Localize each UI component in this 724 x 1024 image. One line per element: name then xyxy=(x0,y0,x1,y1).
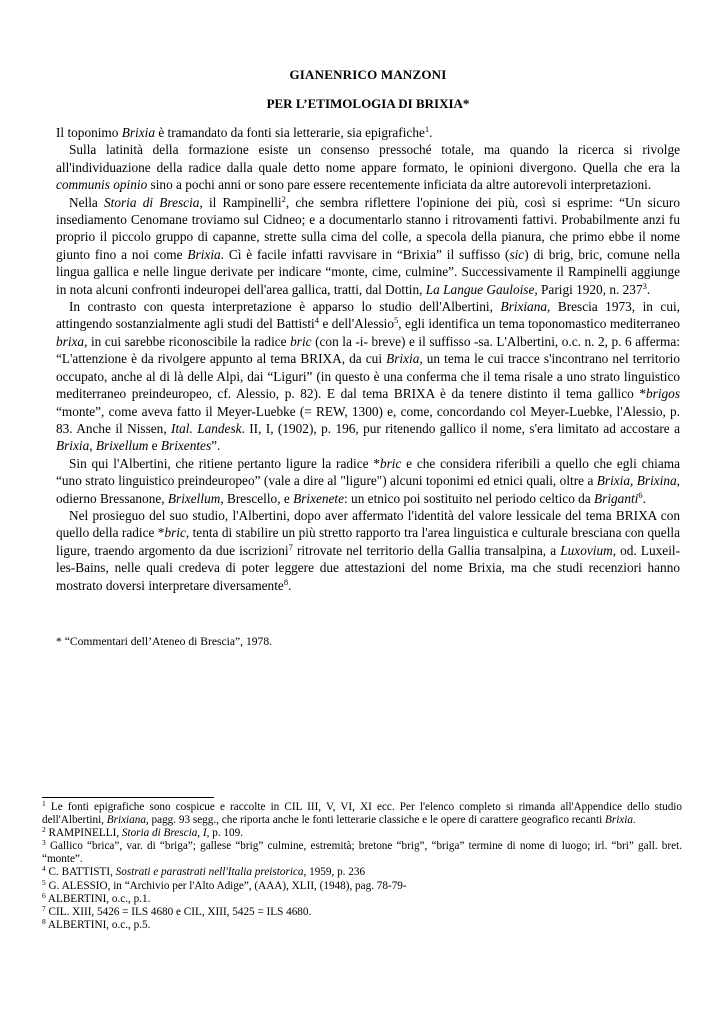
body-paragraph xyxy=(56,141,680,193)
body-paragraph xyxy=(56,507,680,594)
italic-text: brigos xyxy=(646,386,680,402)
text-run: Parigi 1920, n. 237 xyxy=(537,281,643,297)
note-ref: 5 xyxy=(394,315,399,326)
text-run: G. ALESSIO, in “Archivio per l'Alto Adige”, (AAA), XLII, (1948), pag. 78-79- xyxy=(45,879,407,892)
note-ref: 4 xyxy=(314,315,319,326)
text-run: Il toponimo xyxy=(56,125,122,140)
italic-text: bric xyxy=(164,525,186,541)
footnote xyxy=(42,840,682,866)
text-run: Sin qui l'Albertini, che ritiene pertanto ligure la radice * xyxy=(69,455,380,471)
body-paragraph xyxy=(56,124,680,141)
italic-text: Brixia xyxy=(386,351,420,367)
text-run: e xyxy=(148,438,161,454)
note-ref: 4 xyxy=(42,864,46,874)
italic-text: bric xyxy=(290,333,312,349)
text-run: Nella xyxy=(69,194,105,210)
text-run: ritrovate nel territorio della Gallia transalpina, a xyxy=(292,542,561,558)
italic-text: Brixia xyxy=(121,125,155,140)
note-ref: 7 xyxy=(288,541,293,552)
italic-text: La Langue Gauloise, xyxy=(425,281,538,297)
body-paragraph xyxy=(56,194,680,298)
text-run: , in cui sarebbe riconoscibile la radice xyxy=(84,333,291,349)
italic-text: Brixia. xyxy=(605,814,636,827)
footnote xyxy=(42,916,682,932)
text-run: , egli identifica un tema toponomastico mediterraneo xyxy=(398,316,680,332)
footnote-separator xyxy=(42,797,214,798)
text-run: . II, I, (1902), p. 196, pur ritenendo gallico il nome, s'era limitato ad accostare a xyxy=(241,420,680,436)
italic-text: Brixia xyxy=(56,438,90,454)
footnote xyxy=(42,801,682,827)
italic-text: Brixia xyxy=(187,246,221,262)
italic-text: communis opinio xyxy=(56,177,148,193)
italic-text: Brixellum xyxy=(167,490,221,506)
text-run: sino a pochi anni or sono pare essere recentemente inficiata da altre autorevoli interpretazioni. xyxy=(147,177,652,193)
text-run: In contrasto con questa interpretazione è apparso lo studio dell'Albertini, xyxy=(69,299,501,315)
text-run: e dell'Alessio xyxy=(319,316,395,332)
text-run: , tenta di stabilire un più stretto rapporto tra l'area linguistica e culturale bresciana con quella ligure, traendo argomento da due iscrizioni xyxy=(56,525,680,558)
italic-text: Storia di Brescia xyxy=(104,194,200,210)
footnote xyxy=(42,890,682,906)
text-run: : un etnico poi sostituito nel periodo celtico da xyxy=(344,490,595,506)
text-run: Sulla latinità della formazione esiste un consenso pressoché totale, ma quando la ricerca si rivolge all'individuazione della radice dalla quale detto nome appare formato, le opinioni divergono. Quella che era la xyxy=(56,142,680,175)
text-run: e che considera riferibili a quello che egli chiama “uno strato linguistico preindeuropeo” (vale a dire al "ligure") alcuni toponimi ed etnici quali, oltre a xyxy=(56,455,680,489)
body-paragraph xyxy=(56,455,680,507)
text-run: pagg. 93 segg., che riporta anche le fonti letterarie classiche e le opere di carattere geografico recanti xyxy=(148,814,606,827)
note-ref: 1 xyxy=(424,124,430,134)
text-run: , xyxy=(89,438,96,454)
text-run: “monte”, come aveva fatto il Meyer-Luebke (= REW, 1300) e, come, concordando col Meyer-Luebke, l'Alessio, p. 83. Anche il Nissen, xyxy=(56,403,680,436)
text-run: ALBERTINI, o.c., p.5. xyxy=(45,918,151,931)
text-run: , un tema le cui tracce s'incontrano nel territorio occupato, anche al di là delle Alpi, dai “Liguri” (in questo è una conferma che il tema risale a uno strato linguistico mediterraneo preindeuropeo, cf. Alessio, p. 82). E dal tema BRIXA è da tenere distinto il tema gallico * xyxy=(56,351,680,402)
note-ref: 8 xyxy=(283,576,289,587)
text-run: ALBERTINI, o.c., p.1. xyxy=(45,892,151,905)
note-ref: 3 xyxy=(42,838,46,848)
italic-text: Brixiana xyxy=(500,299,547,315)
text-run: . Cì è facile infatti ravvisare in “Brixia” il suffisso ( xyxy=(220,246,510,262)
italic-text: Sostrati e parastrati nell'Italia preistorica xyxy=(115,866,304,879)
italic-text: sic xyxy=(509,246,525,262)
article-page xyxy=(56,60,680,648)
text-run: , Brescia 1973, in cui, attingendo sostanzialmente agli studi del Battisti xyxy=(56,299,681,332)
publication-note: * “Commentari dell’Ateneo di Brescia”, 1978. xyxy=(56,634,273,648)
text-run: . xyxy=(429,125,433,140)
italic-text: Ital. Landesk xyxy=(171,420,242,436)
body-paragraph xyxy=(56,298,680,455)
text-run: è tramandato da fonti sia letterarie, sia epigrafiche xyxy=(155,125,425,140)
author-name: GIANENRICO MANZONI xyxy=(289,67,447,82)
footnote xyxy=(42,827,682,840)
italic-text: Brixina xyxy=(636,473,677,489)
text-run: Le fonti epigrafiche sono cospicue e raccolte in CIL III, V, VI, XI ecc. Per l'elenco completo si rimanda all'Appendice dello studio dell'Albertini, xyxy=(42,801,682,827)
text-run: CIL. XIII, 5426 = ILS 4680 e CIL, XIII, 5425 = ILS 4680. xyxy=(45,905,312,918)
text-run: C. BATTISTI, xyxy=(45,866,116,879)
italic-text: bric xyxy=(379,455,402,471)
text-run: , 1959, p. 236 xyxy=(303,866,366,879)
note-ref: 6 xyxy=(638,489,643,500)
footnotes xyxy=(42,801,682,932)
note-ref: 3 xyxy=(642,280,647,291)
italic-text: Storia di Brescia, I xyxy=(121,827,207,840)
italic-text: brixa xyxy=(56,333,85,349)
text-run: , che sembra riflettere l'opinione dei più, così si esprime: “Un sicuro insediamento Cenomane troviamo sul Cidneo; e a documentarlo stanno i ritrovamenti fattivi. Probabilmente anzi fu proprio il piccolo gruppo di capanne, strette sulla cima del colle, a specola della pianura, che primo ebbe il nome giunto fino a noi come xyxy=(56,194,680,262)
italic-text: Brixia xyxy=(596,473,631,489)
article-body xyxy=(56,124,680,594)
text-run: , xyxy=(630,473,637,489)
note-ref: 8 xyxy=(42,916,46,926)
italic-text: Brixiana, xyxy=(106,814,149,827)
text-run: Nel prosieguo del suo studio, l'Albertini, dopo aver affermato l'identità del valore lessicale del tema BRIXA con quello della radice * xyxy=(56,507,680,541)
footnote xyxy=(42,877,682,893)
italic-text: Luxovium xyxy=(560,542,613,558)
italic-text: Brixellum xyxy=(95,438,149,454)
note-ref: 6 xyxy=(42,890,46,900)
text-run: RAMPINELLI, xyxy=(45,827,122,840)
note-ref: 2 xyxy=(281,193,286,204)
italic-text: Briganti xyxy=(594,490,639,506)
footnote xyxy=(42,903,682,919)
note-ref: 2 xyxy=(42,825,46,835)
note-ref: 1 xyxy=(42,799,46,808)
text-run: , odierno Bressanone, xyxy=(56,473,680,506)
article-title: PER L’ETIMOLOGIA DI BRIXIA* xyxy=(266,96,470,111)
text-run: Gallico “brica”, var. di “briga”; gallese “brig” culmine, estremità; bretone “brig”, “briga” termine di nome di luogo; irl. “bri” gall. bret. “monte”. xyxy=(42,840,682,866)
note-ref: 7 xyxy=(42,903,46,913)
text-run: . xyxy=(642,490,646,506)
text-run: (con la -i- breve) e il suffisso -sa. L'Albertini, o.c. n. 2, p. 6 afferma: “L'attenzione è da rivolgere appunto al tema BRIXA, da cui xyxy=(56,333,680,367)
text-run: ) di brig, bric, comune nella lingua gallica e nelle lingue derivate per indicare “monte, cime, culmine”. Successivamente il Rampinelli aggiunge in nota alcuni confronti indeuropei dell'area gallica, tratti, dal Dottin, xyxy=(56,246,680,297)
italic-text: Brixenete xyxy=(293,490,345,506)
text-run: , Brescello, e xyxy=(220,490,294,506)
text-run: ”. xyxy=(211,438,221,454)
text-run: , il Rampinelli xyxy=(199,194,282,210)
text-run: , od. Luxeil-les-Bains, nelle quali credeva di poter leggere due attestazioni del nome Brixia, ma che studi recenziori hanno mostrato doversi interpretare diversamente xyxy=(56,542,681,593)
text-run: , p. 109. xyxy=(206,827,243,840)
note-ref: 5 xyxy=(42,877,46,887)
italic-text: Brixentes xyxy=(160,438,212,454)
footnote xyxy=(42,866,682,879)
text-run: . xyxy=(288,577,292,593)
text-run: . xyxy=(646,281,651,297)
